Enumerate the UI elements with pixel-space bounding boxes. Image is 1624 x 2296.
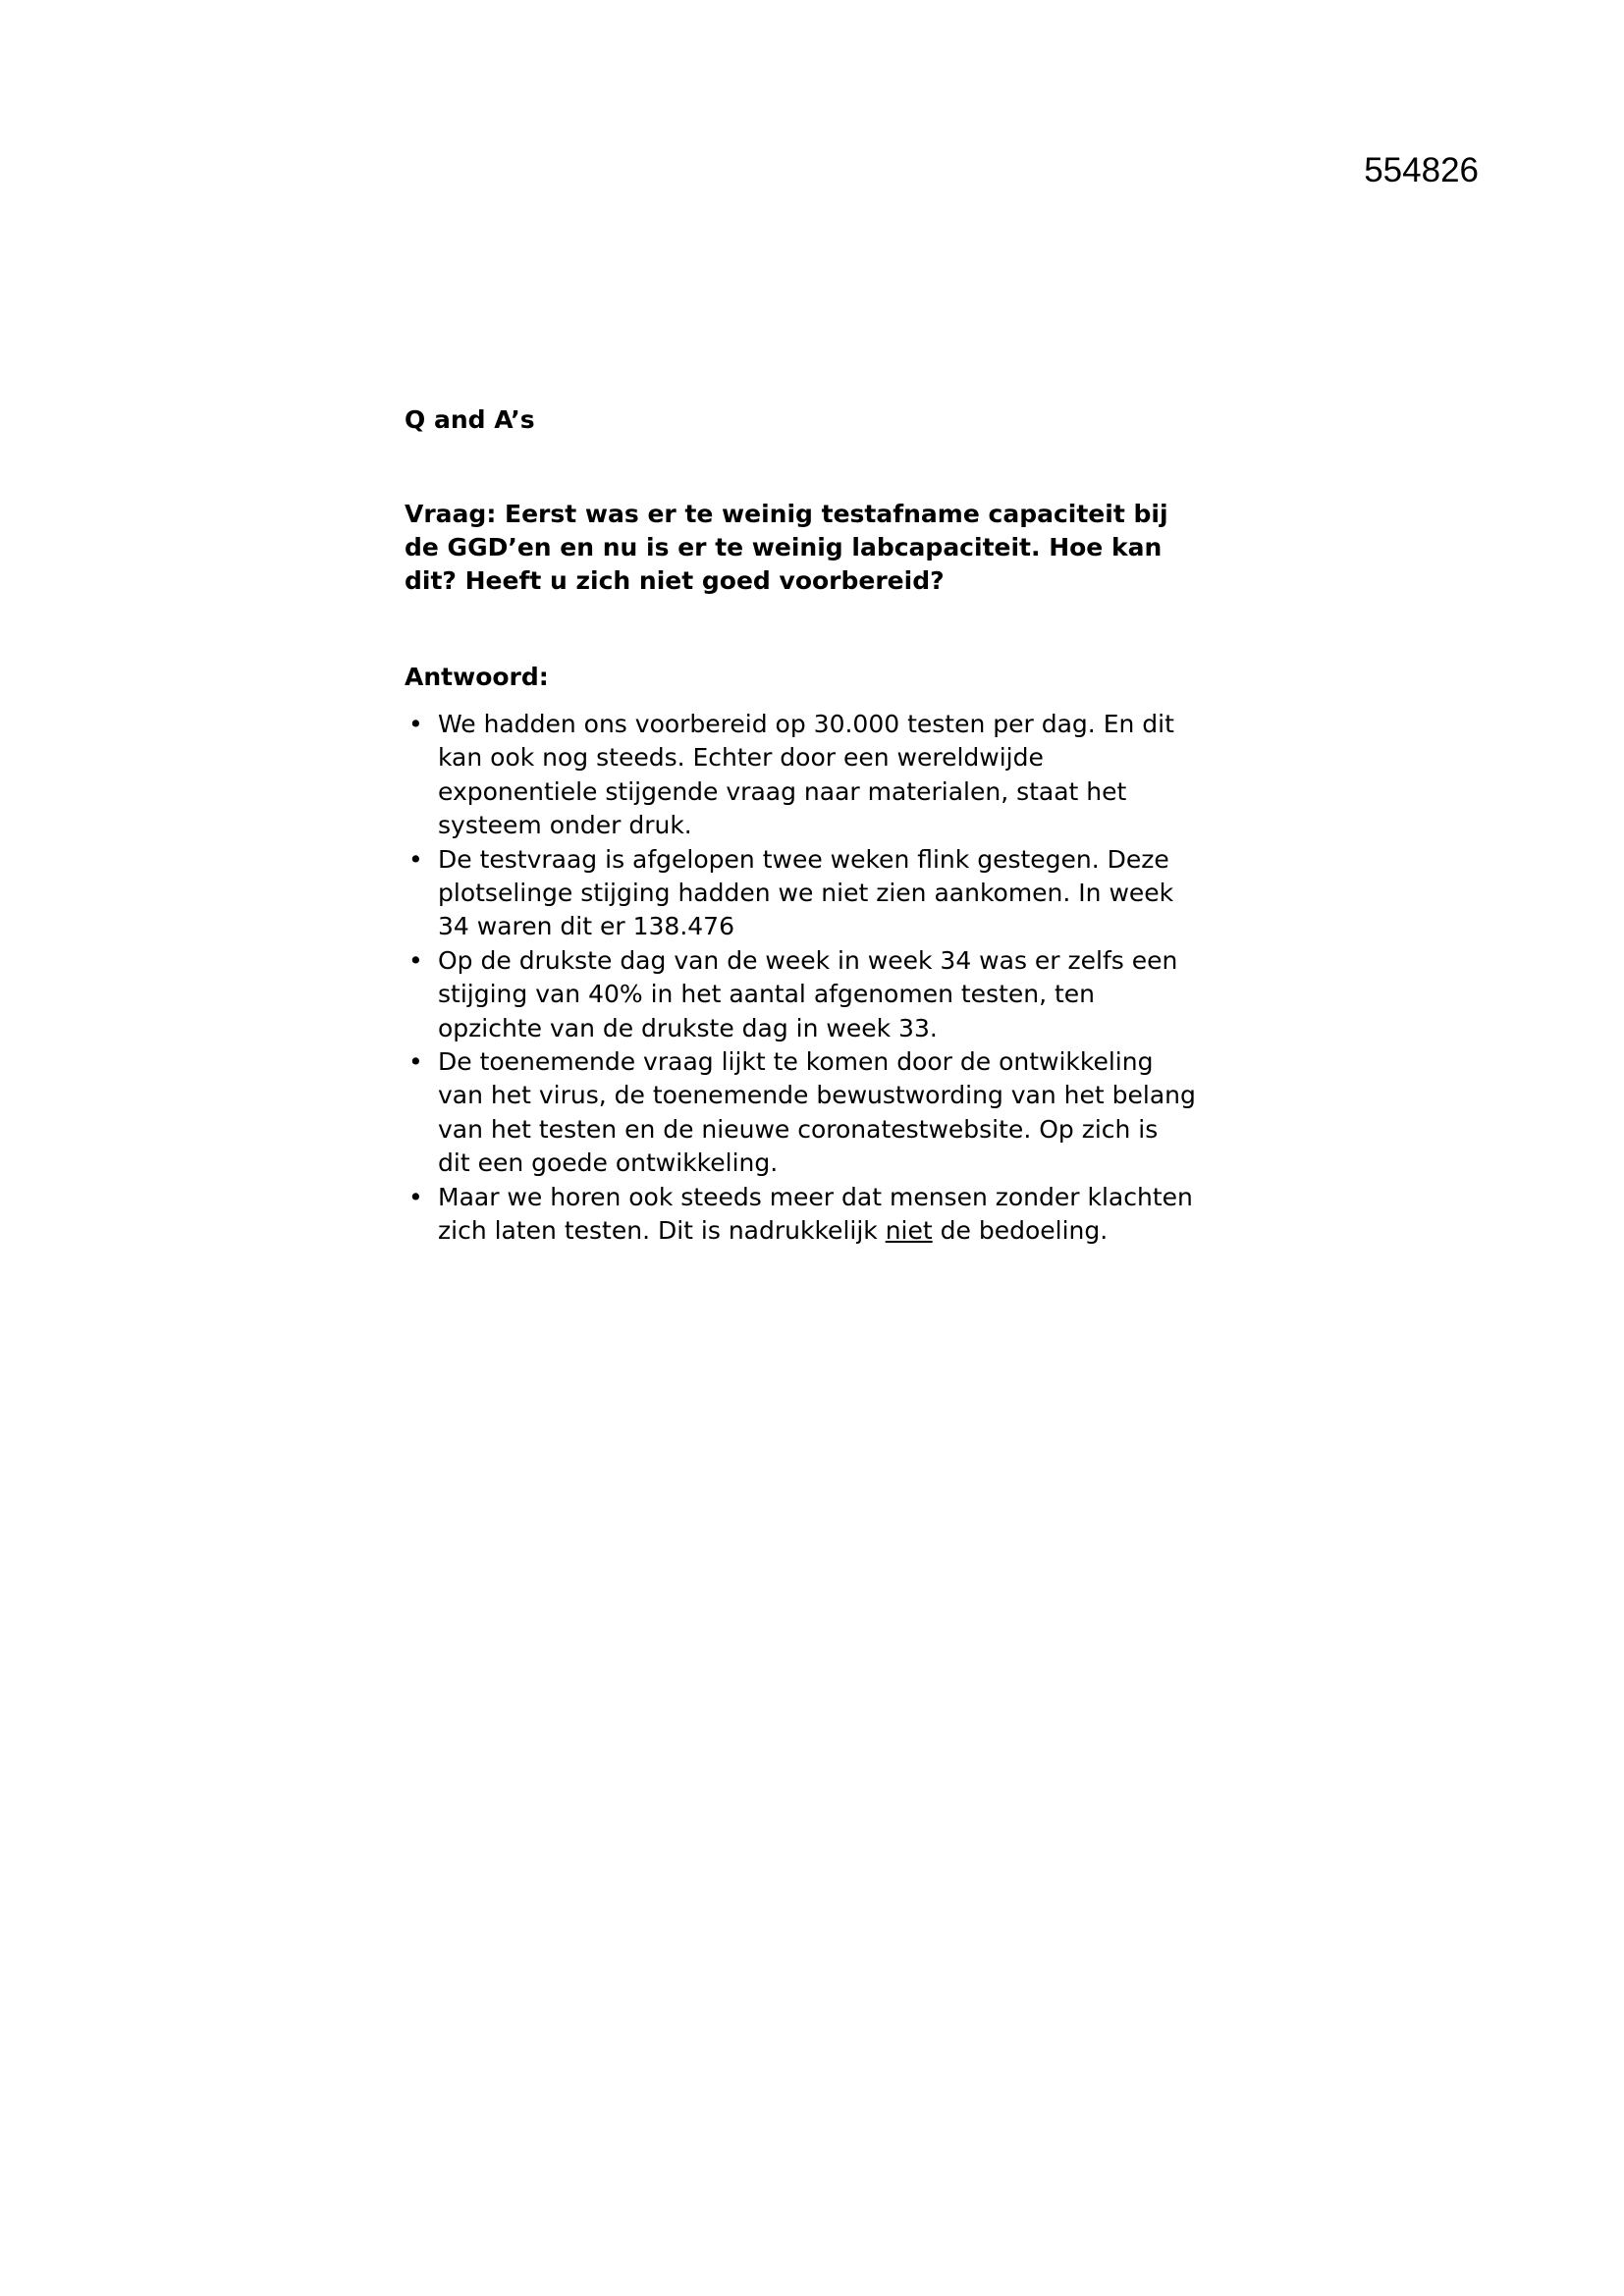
bullet-line: opzichte van de drukste dag in week 33. xyxy=(438,1013,938,1042)
page-title: Q and A’s xyxy=(405,405,535,434)
question-line: de GGD’en en nu is er te weinig labcapaciteit. Hoe kan xyxy=(405,533,1163,561)
bullet-icon: • xyxy=(408,710,423,738)
bullet-line: Maar we horen ook steeds meer dat mensen zonder klachten xyxy=(438,1182,1193,1211)
list-item xyxy=(405,708,1249,843)
bullet-line: We hadden ons voorbereid op 30.000 testen per dag. En dit xyxy=(438,710,1174,738)
document-number: 554826 xyxy=(1364,151,1479,189)
list-item xyxy=(405,843,1249,944)
question-block xyxy=(405,498,1219,598)
bullet-icon: • xyxy=(408,1047,423,1077)
bullet-line: De toenemende vraag lijkt te komen door de ontwikkeling xyxy=(438,1047,1154,1077)
bullet-text: zich laten testen. Dit is nadrukkelijk xyxy=(438,1216,886,1246)
bullet-line: van het virus, de toenemende bewustwording van het belang xyxy=(438,1081,1196,1110)
bullet-line: 34 waren dit er 138.476 xyxy=(438,912,734,941)
qa-content xyxy=(405,403,1249,1249)
answer-label: Antwoord: xyxy=(405,663,549,691)
emphasis-text: niet xyxy=(885,1216,933,1246)
list-item xyxy=(405,944,1249,1045)
bullet-icon: • xyxy=(408,844,423,874)
bullet-icon: • xyxy=(408,945,423,975)
bullet-text: de bedoeling. xyxy=(932,1216,1109,1246)
bullet-icon: • xyxy=(408,1182,423,1211)
question-line: Vraag: Eerst was er te weinig testafname capaciteit bij xyxy=(405,500,1168,528)
bullet-line: Op de drukste dag van de week in week 34 was er zelfs een xyxy=(438,945,1178,975)
bullet-line: plotselinge stijging hadden we niet zien aankomen. In week xyxy=(438,879,1174,908)
answer-bullet-list xyxy=(405,708,1249,1249)
question-line: dit? Heeft u zich niet goed voorbereid? xyxy=(405,566,945,595)
list-item xyxy=(405,1181,1249,1249)
bullet-line: exponentiele stijgende vraag naar materialen, staat het xyxy=(438,776,1127,806)
bullet-line: van het testen en de nieuwe coronatestwebsite. Op zich is xyxy=(438,1114,1159,1144)
bullet-line: systeem onder druk. xyxy=(438,811,692,840)
bullet-line: stijging van 40% in het aantal afgenomen testen, ten xyxy=(438,980,1096,1009)
bullet-line: kan ook nog steeds. Echter door een wereldwijde xyxy=(438,743,1044,773)
bullet-line xyxy=(438,1214,1249,1248)
bullet-line: De testvraag is afgelopen twee weken flink gestegen. Deze xyxy=(438,844,1169,874)
list-item xyxy=(405,1045,1249,1181)
bullet-line: dit een goede ontwikkeling. xyxy=(438,1148,779,1178)
